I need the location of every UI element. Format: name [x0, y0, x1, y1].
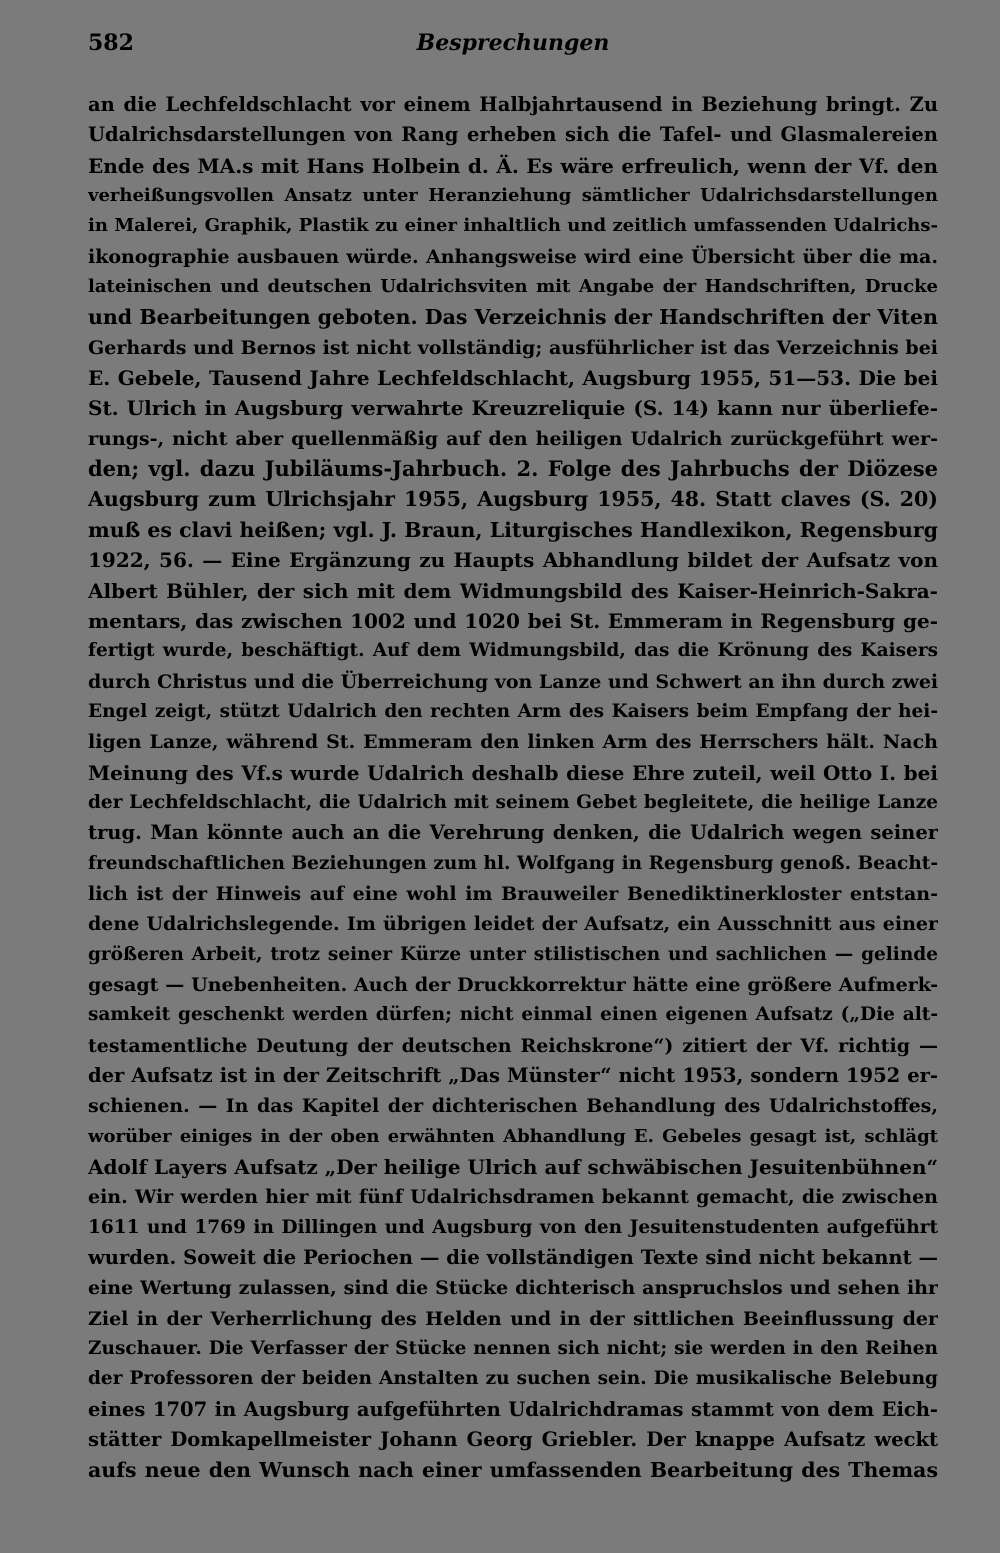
text-line: lateinischen und deutschen Udalrichsviten mit Angabe der Handschriften, Drucke	[88, 276, 938, 298]
text-line	[88, 1486, 938, 1516]
section-title: Besprechungen	[416, 30, 610, 56]
text-line: durch Christus und die Überreichung von Lanze und Schwert an ihn durch zwei	[88, 670, 938, 693]
text-line: Albert Bühler, der sich mit dem Widmungsbild des Kaiser-Heinrich-Sakra-	[88, 578, 938, 603]
text-line: Ziel in der Verherrlichung des Helden und in der sittlichen Beeinflussung der	[88, 1307, 938, 1330]
text-line: der Lechfeldschlacht, die Udalrich mit seinem Gebet begleitete, die heilige Lanze	[88, 791, 938, 813]
text-line: gesagt — Unebenheiten. Auch der Druckkorrektur hätte eine größere Aufmerk-	[88, 973, 938, 996]
text-line: ikonographie ausbauen würde. Anhangsweise wird eine Übersicht über die ma.	[88, 245, 938, 268]
page-number: 582	[88, 30, 134, 56]
text-line: schienen. — In das Kapitel der dichterischen Behandlung des Udalrichstoffes,	[88, 1095, 938, 1118]
text-line: aufs neue den Wunsch nach einer umfassenden Bearbeitung des Themas	[88, 1458, 938, 1483]
text-line: E. Gebele, Tausend Jahre Lechfeldschlacht, Augsburg 1955, 51—53. Die bei	[88, 366, 938, 391]
text-line: Ende des MA.s mit Hans Holbein d. Ä. Es wäre erfreulich, wenn der Vf. den	[88, 153, 938, 178]
text-line: und Bearbeitungen geboten. Das Verzeichnis der Handschriften der Viten	[88, 305, 938, 330]
text-line: 1611 und 1769 in Dillingen und Augsburg von den Jesuitenstudenten aufgeführt	[88, 1216, 938, 1238]
text-line: lich ist der Hinweis auf eine wohl im Brauweiler Benediktinerkloster entstan-	[88, 882, 938, 905]
text-line: rungs-, nicht aber quellenmäßig auf den heiligen Udalrich zurückgeführt wer-	[88, 427, 938, 450]
text-line: trug. Man könnte auch an die Verehrung denken, die Udalrich wegen seiner	[88, 821, 938, 845]
text-line: Gerhards und Bernos ist nicht vollständig; ausführlicher ist das Verzeichnis bei	[88, 336, 938, 359]
text-line: verheißungsvollen Ansatz unter Heranziehung sämtlicher Udalrichsdarstellungen	[88, 185, 938, 207]
text-line: dene Udalrichslegende. Im übrigen leidet der Aufsatz, ein Ausschnitt aus einer	[88, 913, 938, 936]
text-line: samkeit geschenkt werden dürfen; nicht einmal einen eigenen Aufsatz („Die alt-	[88, 1004, 938, 1026]
text-line: den; vgl. dazu Jubiläums-Jahrbuch. 2. Folge des Jahrbuchs der Diözese	[88, 456, 938, 482]
text-line: in Malerei, Graphik, Plastik zu einer inhaltlich und zeitlich umfassenden Udalrichs-	[88, 215, 938, 237]
text-line: ligen Lanze, während St. Emmeram den linken Arm des Herrschers hält. Nach	[88, 731, 938, 754]
body-text	[88, 90, 938, 1516]
text-line: mentars, das zwischen 1002 und 1020 bei St. Emmeram in Regensburg ge-	[88, 608, 938, 633]
text-line: eines 1707 in Augsburg aufgeführten Udalrichdramas stammt von dem Eich-	[88, 1397, 938, 1421]
text-line: eine Wertung zulassen, sind die Stücke dichterisch anspruchslos und sehen ihr	[88, 1277, 938, 1300]
text-line: größeren Arbeit, trotz seiner Kürze unter stilistischen und sachlichen — gelinde	[88, 943, 938, 965]
text-line: ein. Wir werden hier mit fünf Udalrichsdramen bekannt gemacht, die zwischen	[88, 1186, 938, 1209]
text-line: worüber einiges in der oben erwähnten Abhandlung E. Gebeles gesagt ist, schlägt	[88, 1125, 938, 1147]
text-line: Engel zeigt, stützt Udalrich den rechten Arm des Kaisers beim Empfang der hei-	[88, 700, 938, 722]
text-line: fertigt wurde, beschäftigt. Auf dem Widmungsbild, das die Krönung des Kaisers	[88, 640, 938, 662]
text-line: freundschaftlichen Beziehungen zum hl. Wolfgang in Regensburg genoß. Beacht-	[88, 852, 938, 874]
text-line: Adolf Layers Aufsatz „Der heilige Ulrich auf schwäbischen Jesuitenbühnen“	[88, 1155, 938, 1180]
text-line: muß es clavi heißen; vgl. J. Braun, Liturgisches Handlexikon, Regensburg	[88, 517, 938, 542]
running-head	[88, 30, 938, 64]
text-line: wurden. Soweit die Periochen — die vollständigen Texte sind nicht bekannt —	[88, 1246, 938, 1270]
text-line: Zuschauer. Die Verfasser der Stücke nennen sich nicht; sie werden in den Reihen	[88, 1338, 938, 1360]
text-line: Udalrichsdarstellungen von Rang erheben sich die Tafel- und Glasmalereien	[88, 123, 938, 147]
text-line: stätter Domkapellmeister Johann Georg Griebler. Der knappe Aufsatz weckt	[88, 1428, 938, 1452]
text-line: der Aufsatz ist in der Zeitschrift „Das Münster“ nicht 1953, sondern 1952 er-	[88, 1064, 938, 1087]
text-line: 1922, 56. — Eine Ergänzung zu Haupts Abhandlung bildet der Aufsatz von	[88, 548, 938, 573]
text-line: der Professoren der beiden Anstalten zu suchen sein. Die musikalische Belebung	[88, 1368, 938, 1390]
text-line: Meinung des Vf.s wurde Udalrich deshalb diese Ehre zuteil, weil Otto I. bei	[88, 760, 938, 785]
text-line: Augsburg zum Ulrichsjahr 1955, Augsburg 1955, 48. Statt claves (S. 20)	[88, 487, 938, 512]
text-line: testamentliche Deutung der deutschen Reichskrone“) zitiert der Vf. richtig —	[88, 1034, 938, 1057]
text-line: an die Lechfeldschlacht vor einem Halbjahrtausend in Beziehung bringt. Zu	[88, 93, 938, 116]
text-line: St. Ulrich in Augsburg verwahrte Kreuzreliquie (S. 14) kann nur überliefe-	[88, 396, 938, 421]
